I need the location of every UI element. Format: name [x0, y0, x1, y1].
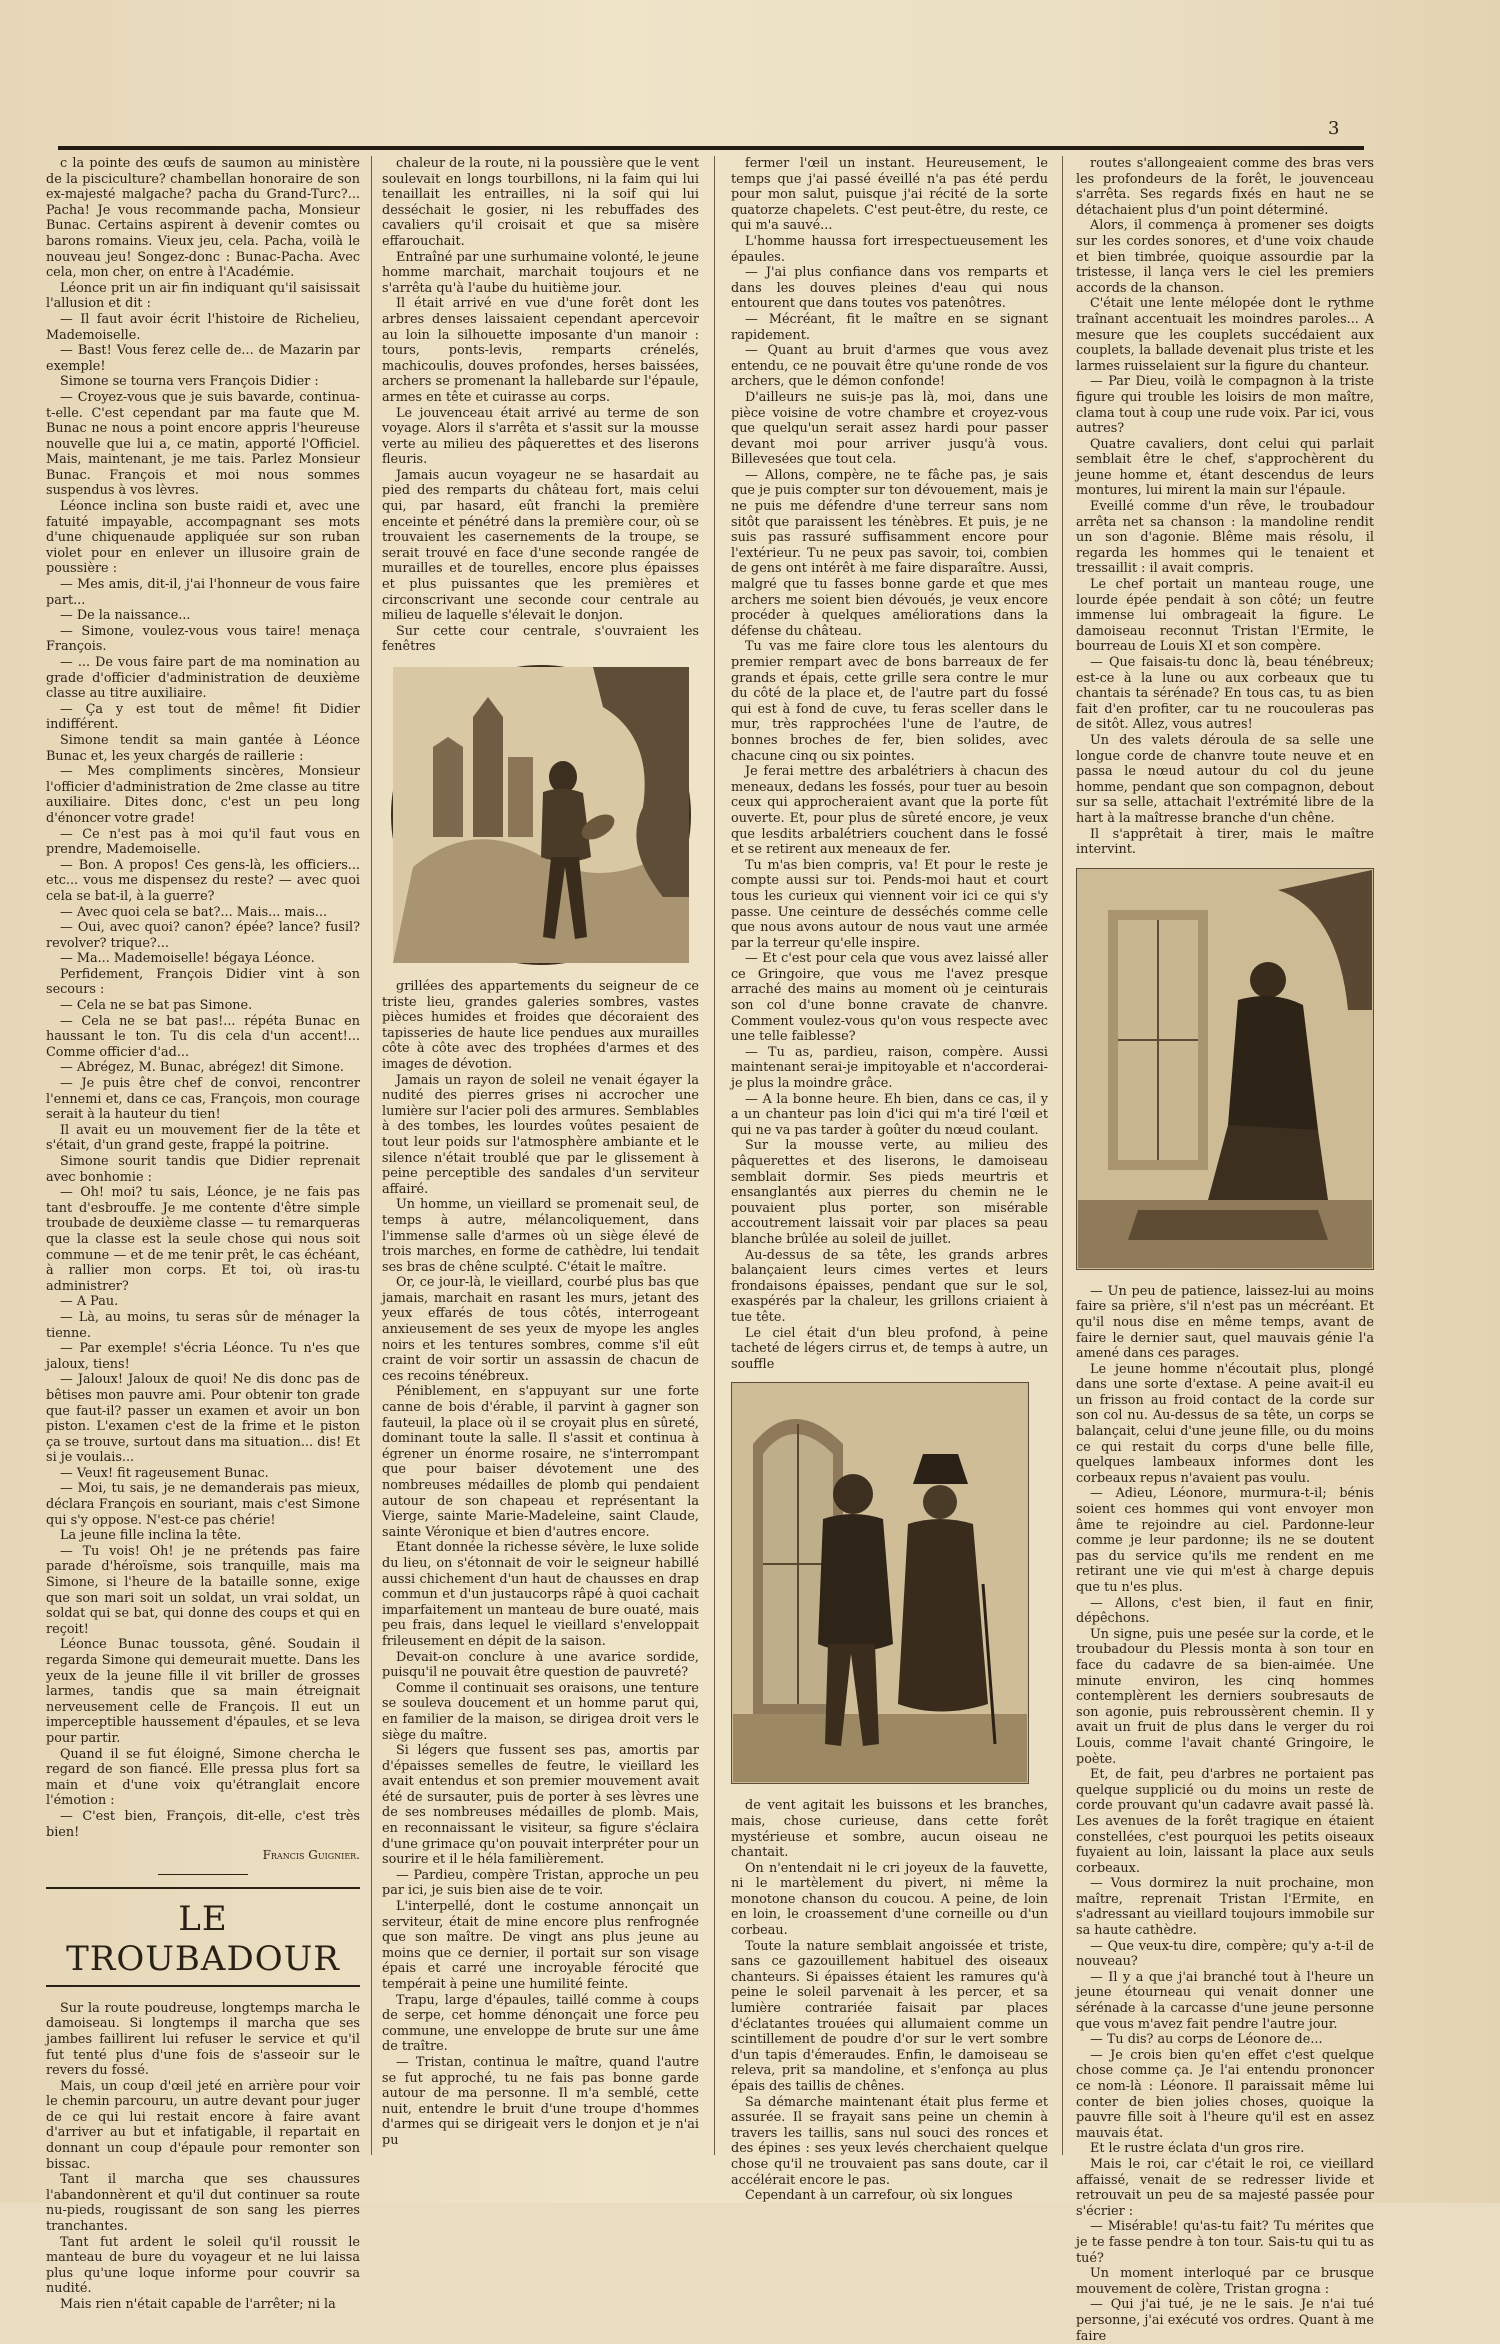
paragraph: — Croyez-vous que je suis bavarde, continua-t-elle. C'est cependant par ma faute que M. Bunac ne nous a point encore appris l'heureuse nouvelle que lui a, ce matin, apporté l'Officiel. Mais, maintenant, je me tais. Parlez Monsieur Bunac. François et moi nous sommes suspendus à vos lèvres.	[46, 389, 360, 499]
paragraph: Le ciel était d'un bleu profond, à peine tacheté de légers cirrus et, de temps à autre, un souffle	[731, 1325, 1048, 1372]
paragraph: Et, de fait, peu d'arbres ne portaient pas quelque supplicié ou du moins un reste de corde prouvant qu'un cadavre avait passé là. Les avenues de la forêt tragique en étaient constellées, c'est pourquoi les petits oiseaux fuyaient au loin, laissant la place aux seuls corbeaux.	[1076, 1767, 1374, 1876]
paragraph: — Tu vois! Oh! je ne prétends pas faire parade d'héroïsme, sois tranquille, mais ma Simone, si l'heure de la bataille sonne, exige que son mari soit un soldat, un vrai soldat, un soldat qui se bat, qui donne des coups et qui en reçoit!	[46, 1543, 360, 1637]
paragraph: Sur la route poudreuse, longtemps marcha le damoiseau. Si longtemps il marcha que ses jambes faillirent lui refuser le service et qu'il fut tenté plus d'une fois de s'asseoir sur le revers du fossé.	[46, 2000, 360, 2079]
paragraph: Il s'apprêtait à tirer, mais le maître intervint.	[1076, 826, 1374, 858]
paragraph: Tu vas me faire clore tous les alentours du premier rempart avec de bons barreaux de fer grands et épais, cette grille sera contre le mur du côté de la place et, de l'autre part du fossé qui est à fond de cuve, tu feras sceller dans le mur, très rapprochées l'une de l'autre, de bonnes broches de fer, bien solides, avec chacune cinq ou six pointes.	[731, 639, 1048, 764]
paragraph: — Bon. A propos! Ces gens-là, les officiers... etc... vous me dispensez du reste? — avec quoi cela se bat-il, à la guerre?	[46, 857, 360, 904]
paragraph: Un moment interloqué par ce brusque mouvement de colère, Tristan grogna :	[1076, 2266, 1374, 2297]
paragraph: — Il faut avoir écrit l'histoire de Richelieu, Mademoiselle.	[46, 311, 360, 343]
paragraph: — Cela ne se bat pas!... répéta Bunac en haussant le ton. Tu dis cela d'un accent!... Comme officier d'ad...	[46, 1013, 360, 1060]
paragraph: c la pointe des œufs de saumon au ministère de la pisciculture? chambellan honoraire de son ex-majesté malgache? pacha du Grand-Turc?... Pacha! Je vous recommande pacha, Monsieur Bunac. Certains aspirent à devenir comtes ou barons romains. Vieux jeu, cela. Pacha, voilà le nouveau jeu! Songez-donc : Bunac-Pacha. Avec cela, mon cher, on entre à l'Académie.	[46, 156, 360, 281]
paragraph: — ... De vous faire part de ma nomination au grade d'officier d'administration de deuxième classe au titre auxiliaire.	[46, 655, 360, 702]
paragraph: Mais rien n'était capable de l'arrêter; ni la	[60, 2297, 336, 2312]
paragraph: — Bast! Vous ferez celle de... de Mazarin par exemple!	[46, 343, 360, 374]
author-signature: Francis Guignier.	[262, 1848, 360, 1863]
paragraph: Un homme, un vieillard se promenait seul, de temps à autre, mélancoliquement, dans l'immense salle d'armes où un siège élevé de trois marches, en forme de cathèdre, lui tendait ses bras de chêne sculpté. C'était le maître.	[382, 1197, 699, 1275]
paragraph: Alors, il commença à promener ses doigts sur les cordes sonores, et d'une voix chaude et bien timbrée, quoique assourdie par la tristesse, il lança vers le ciel les premiers accords de la chanson.	[1076, 218, 1374, 296]
paragraph: Devait-on conclure à une avarice sordide, puisqu'il ne pouvait être question de pauvreté?	[382, 1649, 699, 1681]
story-end-paragraphs	[46, 156, 360, 1840]
paragraph: Je ferai mettre des arbalétriers à chacun des meneaux, dedans les fossés, pour tuer au besoin ceux qui approcheraient avant que la porte fût ouverte. Et, pour plus de sûreté encore, je veux que lesdits arbalétriers couchent dans le fossé et se retirent aux meneaux de fer.	[731, 764, 1048, 858]
paragraph: — Pardieu, compère Tristan, approche un peu par ici, je suis bien aise de te voir.	[382, 1867, 699, 1899]
paragraph: — Par Dieu, voilà le compagnon à la triste figure qui trouble les loisirs de mon maître, clama tout à coup une rude voix. Par ici, vous autres?	[1076, 374, 1374, 437]
paragraph: — Je crois bien qu'en effet c'est quelque chose comme ça. Je l'ai entendu prononcer ce nom-là : Léonore. Il paraissait même lui conter de bien jolies choses, quoique la pauvre fille soit à l'heure qu'il est en assez mauvais état.	[1076, 2047, 1374, 2141]
paragraph: — Veux! fit rageusement Bunac.	[60, 1465, 269, 1481]
paragraph: Trapu, large d'épaules, taillé comme à coups de serpe, cet homme dénonçait une force peu commune, une enveloppe de brute sur une âme de traître.	[382, 1992, 699, 2055]
column-4-paragraphs-continued	[1076, 1284, 1374, 2344]
paragraph: Léonce prit un air fin indiquant qu'il saisissait l'allusion et dit :	[46, 280, 360, 312]
paragraph: Le chef portait un manteau rouge, une lourde épée pendait à son côté; un feutre immense lui ombrageait la figure. Le damoiseau reconnut Tristan l'Ermite, le bourreau de Louis XI et son compère.	[1076, 577, 1374, 655]
paragraph: Et le rustre éclata d'un gros rire.	[1090, 2141, 1305, 2157]
column-4-paragraphs	[1076, 156, 1374, 858]
troubadour-engraving	[393, 667, 689, 963]
column-2-paragraphs-continued	[382, 979, 699, 2149]
paragraph: — Mes amis, dit-il, j'ai l'honneur de vous faire part...	[46, 577, 360, 608]
paragraph: chaleur de la route, ni la poussière que le vent soulevait en longs tourbillons, ni la faim qui lui tenaillait les entrailles, ni la soif qui lui desséchait le gosier, ni les rebuffades des cavaliers qu'il croisait et que sa misère effarouchait.	[382, 156, 699, 249]
paragraph: — De la naissance...	[60, 608, 191, 624]
paragraph: — Allons, c'est bien, il faut en finir, dépêchons.	[1076, 1595, 1374, 1627]
paragraph: — Que veux-tu dire, compère; qu'y a-t-il de nouveau?	[1076, 1938, 1374, 1970]
paragraph: Quatre cavaliers, dont celui qui parlait semblait être le chef, s'approchèrent du jeune homme et, étant descendus de leurs montures, lui mirent la main sur l'épaule.	[1076, 436, 1374, 499]
paragraph: de vent agitait les buissons et les branches, mais, chose curieuse, dans cette forêt mystérieuse et sombre, aucun oiseau ne chantait.	[731, 1798, 1048, 1861]
paragraph: Simone se tourna vers François Didier :	[60, 374, 319, 390]
paragraph: — Il y a que j'ai branché tout à l'heure un jeune étourneau qui venait donner une sérénade à la carcasse d'une jeune personne que vous m'avez fait pendre l'autre jour.	[1076, 1969, 1374, 2032]
paragraph: — Et c'est pour cela que vous avez laissé aller ce Gringoire, que vous me l'avez presque arraché des mains au moment où je ceinturais son col d'une bonne cravate de chanvre. Comment voulez-vous qu'on vous respecte avec une telle faiblesse?	[731, 951, 1048, 1045]
paragraph: — Moi, tu sais, je ne demanderais pas mieux, déclara François en souriant, mais c'est Simone qui s'y oppose. N'est-ce pas chérie!	[46, 1481, 360, 1528]
illustration-tristan-and-king	[731, 1382, 1029, 1784]
tristan-king-engraving	[733, 1384, 1027, 1782]
paragraph: L'interpellé, dont le costume annonçait un serviteur, était de mine encore plus renfrognée que son maître. De vingt ans plus jeune au moins que ce dernier, il portait sur son visage épais et carré une incroyable férocité que tempérait à peine une humilité feinte.	[382, 1899, 699, 1992]
paragraph: grillées des appartements du seigneur de ce triste lieu, grandes galeries sombres, vastes pièces humides et froides que décoraient des tapisseries de haute lice pendues aux murailles côte à côte avec des trophées d'armes et des images de dévotion.	[382, 979, 699, 1072]
paragraph: Sur cette cour centrale, s'ouvraient les fenêtres	[382, 623, 699, 655]
paragraph: — Tristan, continua le maître, quand l'autre se fut approché, tu ne fais pas bonne garde autour de ma personne. Il m'a semblé, cette nuit, entendre le bruit d'une troupe d'hommes d'armes qui se dirigeait vers le donjon et je n'ai pu	[382, 2054, 699, 2148]
paragraph: — Tu dis? au corps de Léonore de...	[1090, 2032, 1323, 2048]
separator-rule	[158, 1874, 248, 1875]
paragraph: — Qui j'ai tué, je ne le sais. Je n'ai tué personne, j'ai exécuté vos ordres. Quant à me faire	[1076, 2297, 1374, 2344]
paragraph: Entraîné par une surhumaine volonté, le jeune homme marchait, marchait toujours et ne s'arrêta qu'à l'aube du huitième jour.	[382, 249, 699, 296]
paragraph: fermer l'œil un instant. Heureusement, le temps que j'ai passé éveillé n'a pas été perdu pour mon salut, puisque j'ai récité de la sorte quatorze chapelets. C'est peut-être, du reste, ce qui m'a sauvé...	[731, 156, 1048, 234]
paragraph: Tu m'as bien compris, va! Et pour le reste je compte aussi sur toi. Pends-moi haut et court tous les curieux qui viennent voir ici ce qui s'y passe. Une ceinture de desséchés comme celle que nous avons autour de nous vaut une armée par la terreur qu'elle inspire.	[731, 857, 1048, 951]
paragraph: — Ça y est tout de même! fit Didier indifférent.	[46, 701, 360, 733]
praying-king-engraving	[1078, 870, 1372, 1268]
paragraph: — Tu as, pardieu, raison, compère. Aussi maintenant serai-je impitoyable et n'accorderai-je plus la moindre grâce.	[731, 1044, 1048, 1092]
paragraph: Péniblement, en s'appuyant sur une forte canne de bois d'érable, il parvint à gagner son fauteuil, la place où il se croyait plus en sûreté, dominant toute la salle. Il s'assit et continua à égrener un énorme rosaire, ne s'interrompant que pour baiser dévotement une des nombreuses médailles de plomb qui pendaient autour de son chapeau et représentant la Vierge, sainte Marie-Madeleine, saint Claude, sainte Véronique et bien d'autres encore.	[382, 1384, 699, 1540]
paragraph: — Oui, avec quoi? canon? épée? lance? fusil? revolver? trique?...	[46, 920, 360, 951]
paragraph: — Oh! moi? tu sais, Léonce, je ne fais pas tant d'esbrouffe. Je me contente d'être simple troubade de deuxième classe — tu remarqueras que la classe est la seule chose qui nous soit commune — et de me tenir prêt, le cas échéant, à rallier mon corps. Et toi, où iras-tu administrer?	[46, 1185, 360, 1294]
paragraph: Simone sourit tandis que Didier reprenait avec bonhomie :	[46, 1154, 360, 1185]
column-3-paragraphs	[731, 156, 1048, 1372]
paragraph: — Que faisais-tu donc là, beau ténébreux; est-ce à la lune ou aux corbeaux que tu chantais ta sérénade? En tous cas, tu as bien fait d'en profiter, car tu ne roucouleras pas de sitôt. Allez, vous autres!	[1076, 655, 1374, 733]
paragraph: Mais, un coup d'œil jeté en arrière pour voir le chemin parcouru, un autre devant pour juger de ce qui lui restait encore à faire avant d'arriver au but et infatigable, il repartait en donnant un coup d'épaule pour remonter son bissac.	[46, 2078, 360, 2172]
paragraph: — Adieu, Léonore, murmura-t-il; bénis soient ces hommes qui vont envoyer mon âme te rejoindre au ciel. Pardonne-leur comme je leur pardonne; ils ne se doutent pas du service qu'ils me rendent en me retirant une vie qui m'est à charge depuis que tu n'es plus.	[1076, 1486, 1374, 1595]
paragraph: — Simone, voulez-vous vous taire! menaça François.	[46, 623, 360, 655]
paragraph: — Avec quoi cela se bat?... Mais... mais...	[60, 904, 328, 920]
paragraph: Il était arrivé en vue d'une forêt dont les arbres denses laissaient cependant apercevoir au loin la silhouette imposante d'un manoir : tours, ponts-levis, remparts crénelés, machicoulis, douves profondes, herses baissées, archers se promenant la hallebarde sur l'épaule, armes en tête et cuirasse au corps.	[382, 296, 699, 405]
paragraph: — Ma... Mademoiselle! bégaya Léonce.	[60, 951, 315, 967]
paragraph: — Mécréant, fit le maître en se signant rapidement.	[731, 311, 1048, 343]
column-2	[382, 156, 699, 2155]
paragraph: Toute la nature semblait angoissée et triste, sans ce gazouillement habituel des oiseaux chanteurs. Si épaisses étaient les ramures qu'à peine le soleil parvenait à les percer, et sa lumière contrariée faisait par places d'éclatantes trouées qui allumaient comme un scintillement de poudre d'or sur le vert sombre d'un tapis d'émeraudes. Enfin, le damoiseau se releva, prit sa mandoline, et s'enfonça au plus épais des taillis de chênes.	[731, 1938, 1048, 2094]
paragraph: Sur la mousse verte, au milieu des pâquerettes et des liserons, le damoiseau semblait dormir. Ses pieds meurtris et ensanglantés aux pierres du chemin ne le pouvaient plus porter, son misérable accoutrement laissait voir par places sa peau blanche brûlée au soleil de juillet.	[731, 1138, 1048, 1247]
illustration-troubadour-castle	[391, 665, 691, 965]
paragraph: Tant fut ardent le soleil qu'il roussit le manteau de bure du voyageur et ne lui laissa plus qu'une loque informe pour couvrir sa nudité.	[46, 2234, 360, 2297]
column-2-paragraphs	[382, 156, 699, 655]
paragraph: Eveillé comme d'un rêve, le troubadour arrêta net sa chanson : la mandoline rendit un son d'agonie. Blême mais résolu, il regarda les hommes qui le tenaient et tressaillit : il avait compris.	[1076, 499, 1374, 577]
paragraph: Or, ce jour-là, le vieillard, courbé plus bas que jamais, marchait en rasant les murs, jetant des yeux effarés de tous côtés, interrogeant anxieusement de ses yeux de myope les angles noirs et les tentures sombres, comme s'il eût craint de voir sortir un assassin de chacun de ces recoins ténébreux.	[382, 1275, 699, 1384]
paragraph: — Je puis être chef de convoi, rencontrer l'ennemi et, dans ce cas, François, mon courage serait à la hauteur du tien!	[46, 1076, 360, 1123]
castle-tower-icon	[433, 737, 463, 837]
illustration-praying-king	[1076, 868, 1374, 1270]
paragraph: — Allons, compère, ne te fâche pas, je sais que je puis compter sur ton dévouement, mais je ne puis me défendre d'une terreur sans nom sitôt que paraissent les ténèbres. Et puis, je ne suis pas rassuré suffisamment encore pour l'extérieur. Tu ne peux pas savoir, toi, combien de gens ont intérêt à me faire disparaître. Aussi, malgré que tu fasses bonne garde et que mes archers me soient bien dévoués, je veux encore procéder à quelques améliorations dans la défense du château.	[731, 467, 1048, 639]
paragraph: — Mes compliments sincères, Monsieur l'officier d'administration de 2me classe au titre auxiliaire. Dites donc, c'est un peu long d'énoncer votre grade!	[46, 764, 360, 826]
column-divider	[714, 156, 715, 2155]
column-3-paragraphs-continued	[731, 1798, 1048, 2203]
troubadour-opening-paragraphs	[46, 2001, 360, 2313]
article-headline: LE TROUBADOUR	[46, 1887, 360, 1987]
paragraph: — Misérable! qu'as-tu fait? Tu mérites que je te fasse pendre à ton tour. Sais-tu qui tu as tué?	[1076, 2219, 1374, 2266]
page-number: 3	[1328, 118, 1340, 139]
column-divider	[1062, 156, 1063, 2155]
paragraph: — A la bonne heure. Eh bien, dans ce cas, il y a un chanteur pas loin d'ici qui m'a tiré l'œil et qui ne va pas tarder à goûter du nœud coulant.	[731, 1091, 1048, 1138]
paragraph: Il avait eu un mouvement fier de la tête et s'était, d'un grand geste, frappé la poitrine.	[46, 1122, 360, 1154]
paragraph: routes s'allongeaient comme des bras vers les profondeurs de la forêt, le jouvenceau s'arrêta. Ses regards fixés en haut ne se détachaient plus d'un point déterminé.	[1076, 156, 1374, 218]
paragraph: Perfidement, François Didier vint à son secours :	[46, 966, 360, 998]
paragraph: Si légers que fussent ses pas, amortis par d'épaisses semelles de feutre, le vieillard les avait entendus et son premier mouvement avait été de sursauter, puis de porter à ses lèvres une de ses nombreuses médailles de plomb. Mais, en reconnaissant le visiteur, sa figure s'éclaira d'une grimace qu'on pouvait interpréter pour un sourire et il le héla familièrement.	[382, 1743, 699, 1868]
paragraph: Léonce inclina son buste raidi et, avec une fatuité impayable, accompagnant ses mots d'une chiquenaude appliquée sur son ruban violet pour en enlever un illusoire grain de poussière :	[46, 499, 360, 577]
paragraph: — A Pau.	[60, 1294, 119, 1310]
paragraph: — Par exemple! s'écria Léonce. Tu n'es que jaloux, tiens!	[46, 1341, 360, 1372]
paragraph: — Là, au moins, tu seras sûr de ménager la tienne.	[46, 1309, 360, 1341]
paragraph: — J'ai plus confiance dans vos remparts et dans les douves pleines d'eau qui nous entourent que dans toutes vos patenôtres.	[731, 265, 1048, 312]
paragraph: Comme il continuait ses oraisons, une tenture se souleva doucement et un homme parut qui, en familier de la maison, se dirigea droit vers le siège du maître.	[382, 1680, 699, 1743]
paragraph: Jamais un rayon de soleil ne venait égayer la nudité des pierres grises ni accrocher une lumière sur l'acier poli des armures. Semblables à des tombes, les lourdes voûtes pesaient de tout leur poids sur l'atmosphère ambiante et le silence n'était troublé que par le glissement à peine perceptible des sandales d'un serviteur affairé.	[382, 1072, 699, 1197]
header-rule	[58, 146, 1364, 150]
paragraph: Etant donnée la richesse sévère, le luxe solide du lieu, on s'étonnait de voir le seigneur habillé aussi chichement d'un haut de chausses en drap commun et d'un justaucorps râpé à quoi cachait imparfaitement un manteau de bure ouaté, mais peu frais, dans lequel le vieillard s'enveloppait frileusement en dépit de la saison.	[382, 1540, 699, 1649]
paragraph: C'était une lente mélopée dont le rythme traînant accentuait les moindres paroles... A mesure que les couplets succédaient aux couplets, la ballade devenait plus triste et les larmes ruisselaient sur la figure du chanteur.	[1076, 296, 1374, 374]
paragraph: — Abrégez, M. Bunac, abrégez! dit Simone.	[60, 1060, 344, 1076]
column-1	[46, 156, 360, 2312]
column-4	[1076, 156, 1374, 2344]
paragraph: — Jaloux! Jaloux de quoi! Ne dis donc pas de bêtises mon pauvre ami. Pour obtenir ton grade que faut-il? passer un examen et avoir un bon piston. L'examen c'est de la frime et le piston ça se trouve, surtout dans ma situation... dis! Et si je voulais...	[46, 1372, 360, 1466]
paragraph: Un signe, puis une pesée sur la corde, et le troubadour du Plessis monta à son tour en face du cadavre de sa bien-aimée. Une minute environ, les cinq hommes contemplèrent les derniers soubresauts de son agonie, puis rebroussèrent chemin. Il y avait un fruit de plus dans le verger du roi Louis, comme l'avait chanté Gringoire, le poète.	[1076, 1626, 1374, 1767]
paragraph: Léonce Bunac toussota, gêné. Soudain il regarda Simone qui demeurait muette. Dans les yeux de la jeune fille il vit briller de grosses larmes, tandis que sa main étreignait nerveusement celle de François. Il eut un imperceptible haussement d'épaules, et se leva pour partir.	[46, 1637, 360, 1746]
paragraph: — Quant au bruit d'armes que vous avez entendu, ce ne pouvait être qu'une ronde de vos archers, que le démon confonde!	[731, 343, 1048, 390]
paragraph: — Vous dormirez la nuit prochaine, mon maître, reprenait Tristan l'Ermite, en s'adressant au vieillard toujours immobile sur sa haute cathèdre.	[1076, 1876, 1374, 1939]
paragraph: D'ailleurs ne suis-je pas là, moi, dans une pièce voisine de votre chambre et croyez-vous que quelqu'un serait assez hardi pour passer devant moi pour arriver jusqu'à vous. Billevesées que tout cela.	[731, 389, 1048, 468]
paragraph: Cependant à un carrefour, où six longues	[745, 2188, 1013, 2204]
paragraph: L'homme haussa fort irrespectueusement les épaules.	[731, 233, 1048, 265]
paragraph: Quand il se fut éloigné, Simone chercha le regard de son fiancé. Elle pressa plus fort sa main et d'une voix qu'étranglait encore l'émotion :	[46, 1746, 360, 1809]
paragraph: La jeune fille inclina la tête.	[60, 1528, 242, 1544]
paragraph: Tant il marcha que ses chaussures l'abandonnèrent et qu'il dut continuer sa route nu-pieds, rougissant de son sang les pierres tranchantes.	[46, 2172, 360, 2235]
paragraph: Jamais aucun voyageur ne se hasardait au pied des remparts du château fort, mais celui qui, par hasard, eût franchi la première enceinte et pénétré dans la première cour, où se trouvaient les casernements de la troupe, se serait trouvé en face d'une seconde rangée de murailles et de tourelles, encore plus épaisses et plus puissantes que les premières et circonscrivant une seconde cour centrale au milieu de laquelle s'élevait le donjon.	[382, 467, 699, 624]
paragraph: Simone tendit sa main gantée à Léonce Bunac et, les yeux chargés de raillerie :	[46, 732, 360, 764]
paragraph: — Un peu de patience, laissez-lui au moins faire sa prière, s'il n'est pas un mécréant. Et qu'il nous dise en même temps, avant de faire le dernier saut, quel mauvais génie l'a amené dans ces parages.	[1076, 1283, 1374, 1362]
paragraph: Sa démarche maintenant était plus ferme et assurée. Il se frayait sans peine un chemin à travers les taillis, sans nul souci des ronces et des épines : ses yeux levés cherchaient quelque chose qu'il ne trouvaient pas sans doute, car il accélérait encore le pas.	[731, 2094, 1048, 2188]
paragraph: — Cela ne se bat pas Simone.	[60, 998, 253, 1014]
column-3	[731, 156, 1048, 2204]
paragraph: Le jouvenceau était arrivé au terme de son voyage. Alors il s'arrêta et s'assit sur la mousse verte au milieu des pâquerettes et des liserons fleuris.	[382, 405, 699, 468]
paragraph: — C'est bien, François, dit-elle, c'est très bien!	[46, 1808, 360, 1840]
paragraph: — Ce n'est pas à moi qu'il faut vous en prendre, Mademoiselle.	[46, 826, 360, 858]
paragraph: Au-dessus de sa tête, les grands arbres balançaient leurs cimes vertes et leurs frondaisons épaisses, pendant que sur le sol, exaspérés par la chaleur, les grillons criaient à tue tête.	[731, 1247, 1048, 1325]
paragraph: Le jeune homme n'écoutait plus, plongé dans une sorte d'extase. A peine avait-il eu un frisson au froid contact de la corde sur son col nu. Au-dessus de sa tête, un corps se balançait, celui d'une jeune fille, ou du moins ce qui restait du corps d'une belle fille, quelques lambeaux informes dont les corbeaux repus n'avaient pas voulu.	[1076, 1361, 1374, 1486]
paragraph: Un des valets déroula de sa selle une longue corde de chanvre toute neuve et en passa le nœud autour du col du jeune homme, pendant que son compagnon, debout sur sa selle, attachait l'extrémité libre de la hart à la maîtresse branche d'un chêne.	[1076, 732, 1374, 826]
column-divider	[371, 156, 372, 2155]
paragraph: On n'entendait ni le cri joyeux de la fauvette, ni le martèlement du pivert, ni même la monotone chanson du coucou. A peine, de loin en loin, le croassement d'une corneille ou d'un corbeau.	[731, 1860, 1048, 1939]
paragraph: Mais le roi, car c'était le roi, ce vieillard affaissé, venait de se redresser livide et retrouvait un peu de sa majesté passée pour s'écrier :	[1076, 2156, 1374, 2219]
